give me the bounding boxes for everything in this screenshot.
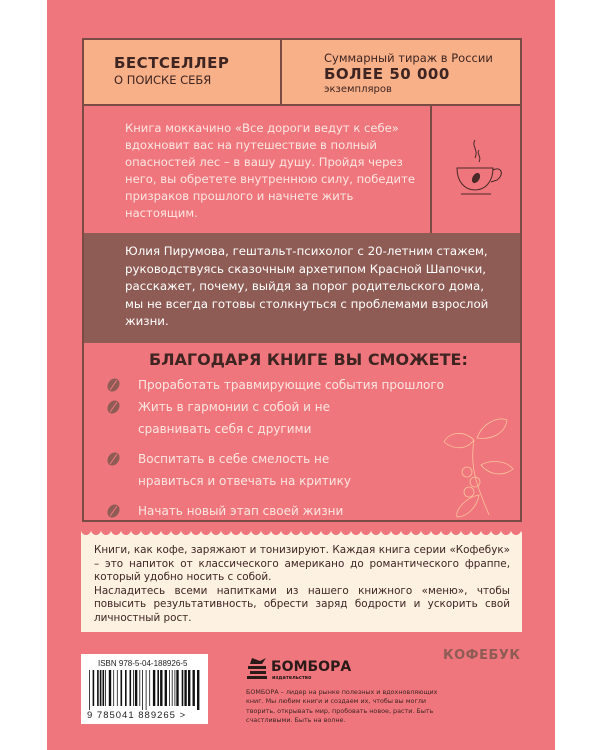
benefits-title: БЛАГОДАРЯ КНИГЕ ВЫ СМОЖЕТЕ: — [149, 350, 468, 369]
bestseller-subtitle: О ПОИСКЕ СЕБЯ — [114, 73, 212, 87]
benefit-item: Жить в гармонии с собой и не сравнивать себя с другими — [108, 396, 378, 440]
author-text: Юлия Пирумова, гештальт-психолог с 20-летним стажем, руководствуясь сказочным архетипом Красной Шапочки, расскажет, почему, выйдя за порог родительского дома, мы не всегда готовы столкнуться с проблемами взрослой жизни. — [125, 244, 489, 328]
circulation-unit: экземпляров — [324, 84, 392, 95]
circulation-label: Суммарный тираж в России — [324, 51, 493, 65]
barcode-bar — [157, 670, 159, 706]
barcode-bar — [97, 670, 99, 706]
isbn-barcode-box — [81, 654, 208, 724]
barcode-digits: 9 785041 889265 > — [87, 710, 187, 721]
barcode-bar — [125, 670, 127, 706]
barcode-bar — [142, 670, 143, 710]
coffee-bean-icon — [105, 502, 122, 520]
benefit-item: Проработать травмирующие события прошлого — [108, 374, 488, 396]
barcode-bar — [135, 670, 137, 706]
barcode-bar — [165, 670, 167, 706]
coffee-bean-icon — [105, 450, 122, 468]
barcode-bar — [109, 670, 111, 706]
bestseller-title: БЕСТСЕЛЛЕР — [114, 54, 230, 72]
barcode-bar — [100, 670, 102, 706]
description-row — [84, 106, 520, 233]
series-paragraph: Книги, как кофе, заряжают и тонизируют. Каждая книга серии «Кофебук» – это напиток от классического американо до романтического фраппе, который удобно носить с собой. — [94, 544, 510, 583]
barcode-bar — [93, 670, 95, 706]
publisher-text: БОМБОРА – лидер на рынке полезных и вдохновляющих книг. Мы любим книги и создаем их, чтобы вы могли творить, открывать мир, пробовать новое, расти. Быть счастливыми. Быть на волне. — [246, 688, 438, 725]
barcode-bar — [149, 670, 150, 706]
divider — [430, 106, 432, 233]
barcode-bar — [193, 670, 195, 706]
barcode-bar — [175, 670, 176, 706]
coffee-bean-icon — [105, 376, 122, 394]
divider — [280, 40, 282, 106]
barcode-bar — [169, 670, 170, 706]
isbn-label: ISBN 978-5-04-188926-5 — [98, 659, 188, 668]
barcode-bar — [139, 670, 140, 706]
barcode-bar — [103, 670, 105, 706]
publisher-name: БОМБОРА — [271, 659, 352, 675]
description-text: Книга моккачино «Все дороги ведут к себе» вдохновит вас на путешествие в полный опасностей лес – в вашу душу. Пройдя через него, вы обретете внутреннюю силу, победите призраков прошлого и начнете жить настоящим. — [125, 121, 415, 220]
author-band — [84, 233, 520, 343]
benefit-item: Воспитать в себе смелость не нравиться и отвечать на критику — [108, 448, 378, 492]
barcode-bar — [188, 670, 190, 706]
barcode-bar — [121, 670, 123, 706]
barcode-bar — [184, 670, 186, 706]
bombora-logo-icon — [246, 656, 270, 682]
barcode-bar — [146, 670, 147, 710]
barcode-bar — [133, 670, 134, 706]
coffee-bean-icon — [105, 398, 122, 416]
barcode-bar — [113, 670, 114, 706]
benefit-item: Начать новый этап своей жизни — [108, 500, 488, 522]
barcode-bar — [153, 670, 155, 706]
publisher-sub: издательство — [272, 675, 312, 681]
barcode-bar — [197, 670, 199, 710]
circulation-number: БОЛЕЕ 50 000 — [324, 65, 450, 83]
top-banner — [84, 40, 520, 106]
barcode-bar — [89, 670, 90, 710]
series-info-text — [94, 544, 510, 625]
barcode-bar — [182, 670, 184, 706]
coffee-branch-illustration — [439, 410, 519, 520]
barcode-bar — [176, 670, 178, 706]
info-frame — [82, 38, 522, 522]
barcode-bar — [117, 670, 118, 706]
barcode-bar — [172, 670, 173, 706]
barcode-bar — [105, 670, 106, 706]
coffee-cup-icon — [449, 136, 519, 206]
barcode — [89, 670, 201, 710]
series-paragraph: Насладитесь всеми напитками из нашего книжного «меню», чтобы повысить результативность, обрести заряд бодрости и ускорить свой личностный рост. — [94, 584, 510, 624]
barcode-bar — [130, 670, 132, 706]
kofebuk-logo: КОФЕБУК — [443, 648, 521, 663]
barcode-bar — [160, 670, 162, 706]
